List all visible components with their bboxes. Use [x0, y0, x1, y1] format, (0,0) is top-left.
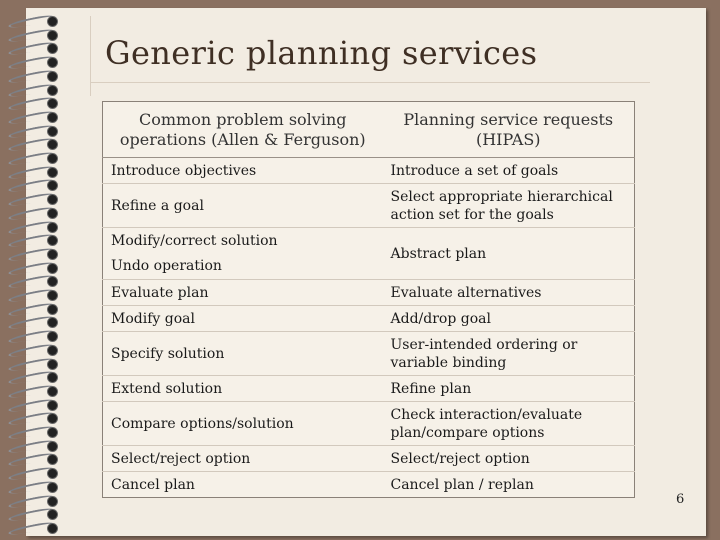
table-row — [103, 228, 635, 254]
table-row — [103, 280, 635, 306]
binding-ring — [8, 274, 54, 288]
table-row — [103, 306, 635, 332]
binding-ring — [8, 507, 54, 521]
binding-ring — [8, 425, 54, 439]
binding-ring — [8, 28, 54, 42]
binding-ring — [8, 41, 54, 55]
binding-ring — [8, 384, 54, 398]
binding-ring — [8, 343, 54, 357]
page-number: 6 — [676, 492, 685, 507]
table-row — [103, 332, 635, 376]
binding-ring — [8, 398, 54, 412]
binding-ring — [8, 165, 54, 179]
binding-ring — [8, 329, 54, 343]
header-allen-ferguson: Common problem solving operations (Allen & Ferguson) — [103, 102, 383, 158]
title-rule — [90, 82, 650, 83]
binding-ring — [8, 521, 54, 535]
table-row — [103, 184, 635, 228]
table-row — [103, 376, 635, 402]
binding-ring — [8, 124, 54, 138]
table-row — [103, 402, 635, 446]
binding-ring — [8, 192, 54, 206]
binding-ring — [8, 14, 54, 28]
margin-rule — [90, 16, 91, 96]
binding-ring — [8, 96, 54, 110]
binding-ring — [8, 302, 54, 316]
binding-ring — [8, 411, 54, 425]
table-cell: Undo operation — [103, 254, 383, 280]
table-cell: User-intended ordering or variable binding — [383, 332, 635, 376]
binding-ring — [8, 233, 54, 247]
binding-ring — [8, 494, 54, 508]
table-cell: Select/reject option — [383, 446, 635, 472]
table-cell: Introduce a set of goals — [383, 158, 635, 184]
binding-ring — [8, 247, 54, 261]
binding-ring — [8, 220, 54, 234]
table-cell: Refine plan — [383, 376, 635, 402]
table-cell: Specify solution — [103, 332, 383, 376]
binding-ring — [8, 261, 54, 275]
binding-ring — [8, 69, 54, 83]
binding-ring — [8, 83, 54, 97]
planning-services-table — [102, 101, 635, 498]
table-cell: Add/drop goal — [383, 306, 635, 332]
binding-ring — [8, 55, 54, 69]
binding-ring — [8, 452, 54, 466]
binding-ring — [8, 480, 54, 494]
binding-ring — [8, 178, 54, 192]
table-row — [103, 472, 635, 498]
binding-ring — [8, 151, 54, 165]
table-row — [103, 158, 635, 184]
table-cell: Cancel plan — [111, 476, 195, 493]
table-cell: Select/reject option — [103, 446, 383, 472]
slide-title: Generic planning services — [105, 34, 538, 72]
binding-ring — [8, 206, 54, 220]
table-cell: Select appropriate hierarchical action set for the goals — [383, 184, 635, 228]
table-cell: Modify/correct solution — [111, 232, 278, 249]
table-row — [103, 446, 635, 472]
binding-ring — [8, 137, 54, 151]
binding-ring — [8, 370, 54, 384]
binding-ring — [8, 110, 54, 124]
spiral-binding — [0, 8, 70, 536]
table-cell: Compare options/solution — [103, 402, 383, 446]
table-cell: Refine a goal — [103, 184, 383, 228]
table-cell: Extend solution — [103, 376, 383, 402]
table-cell: Introduce objectives — [103, 158, 383, 184]
table-cell: Evaluate plan — [103, 280, 383, 306]
table-cell: Abstract plan — [383, 228, 635, 280]
table-cell: Cancel plan / replan — [390, 476, 534, 493]
binding-ring — [8, 288, 54, 302]
table-header-row — [103, 102, 635, 158]
header-hipas: Planning service requests (HIPAS) — [383, 102, 635, 158]
table-cell: Check interaction/evaluate plan/compare options — [383, 402, 635, 446]
binding-ring — [8, 315, 54, 329]
table-cell: Evaluate alternatives — [383, 280, 635, 306]
binding-ring — [8, 439, 54, 453]
binding-ring — [8, 357, 54, 371]
table-cell: Modify goal — [103, 306, 383, 332]
binding-ring — [8, 466, 54, 480]
